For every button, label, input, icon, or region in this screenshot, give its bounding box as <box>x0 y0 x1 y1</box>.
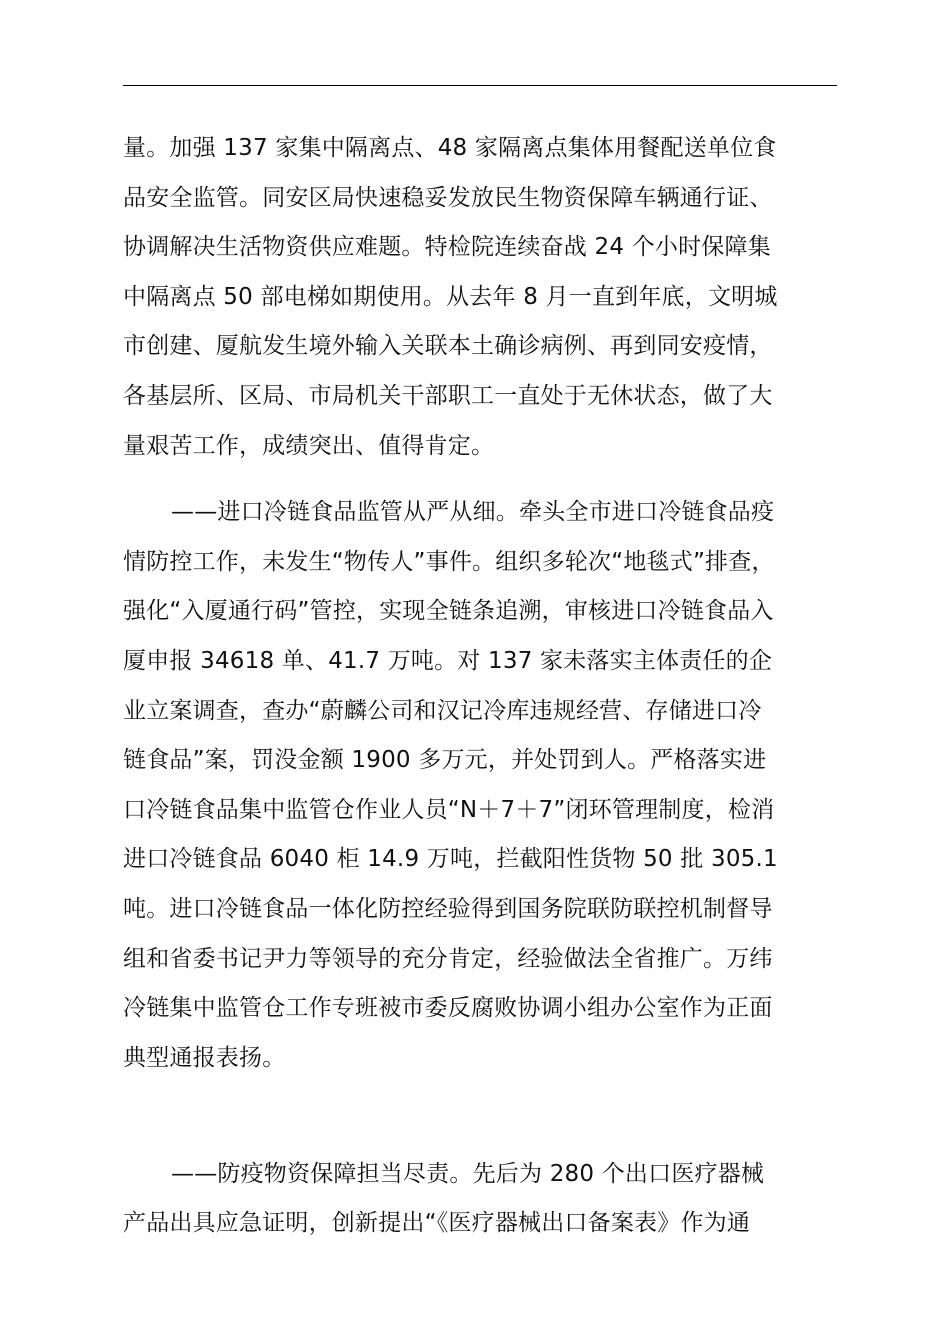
text-line: 市创建、厦航发生境外输入关联本土确诊病例、再到同安疫情， <box>123 333 773 360</box>
paragraph <box>123 1150 863 1249</box>
text-line: 典型通报表扬。 <box>123 1044 286 1071</box>
text-line: 强化“入厦通行码”管控，实现全链条追溯，审核进口冷链食品入 <box>123 598 774 625</box>
text-line: 组和省委书记尹力等领导的充分肯定，经验做法全省推广。万纬 <box>123 945 773 972</box>
header-rule <box>123 85 837 86</box>
document-body <box>123 124 863 1249</box>
text-line: 品安全监管。同安区局快速稳妥发放民生物资保障车辆通行证、 <box>123 184 773 211</box>
paragraph-spacing <box>123 471 863 488</box>
text-line <box>123 1083 863 1133</box>
paragraph <box>123 488 863 1133</box>
text-line: 冷链集中监管仓工作专班被市委反腐败协调小组办公室作为正面 <box>123 995 773 1022</box>
text-line: 中隔离点 50 部电梯如期使用。从去年 8 月一直到年底，文明城 <box>123 283 778 310</box>
text-line: 量艰苦工作，成绩突出、值得肯定。 <box>123 432 495 459</box>
text-line: 情防控工作，未发生“物传人”事件。组织多轮次“地毯式”排查， <box>123 548 775 575</box>
paragraph <box>123 124 863 471</box>
text-line: 链食品”案，罚没金额 1900 多万元，并处罚到人。严格落实进 <box>123 747 767 774</box>
text-line: 口冷链食品集中监管仓作业人员“N＋7＋7”闭环管理制度，检消 <box>123 796 775 823</box>
text-line: 量。加强 137 家集中隔离点、48 家隔离点集体用餐配送单位食 <box>123 135 777 161</box>
text-line: 业立案调查，查办“蔚麟公司和汉记冷库违规经营、存储进口冷 <box>123 697 762 724</box>
text-line: ——防疫物资保障担当尽责。先后为 280 个出口医疗器械 <box>171 1160 765 1187</box>
text-line: 吨。进口冷链食品一体化防控经验得到国务院联防联控机制督导 <box>123 895 773 922</box>
text-line: 进口冷链食品 6040 柜 14.9 万吨，拦截阳性货物 50 批 305.1 <box>123 846 778 873</box>
text-line: 各基层所、区局、市局机关干部职工一直处于无休状态，做了大 <box>123 382 773 409</box>
text-line: ——进口冷链食品监管从严从细。牵头全市进口冷链食品疫 <box>171 499 775 526</box>
text-line: 厦申报 34618 单、41.7 万吨。对 137 家未落实主体责任的企 <box>123 647 773 674</box>
text-line: 产品出具应急证明，创新提出“《医疗器械出口备案表》作为通 <box>123 1210 751 1237</box>
text-line: 协调解决生活物资供应难题。特检院连续奋战 24 个小时保障集 <box>123 234 771 261</box>
paragraph-spacing <box>123 1133 863 1150</box>
